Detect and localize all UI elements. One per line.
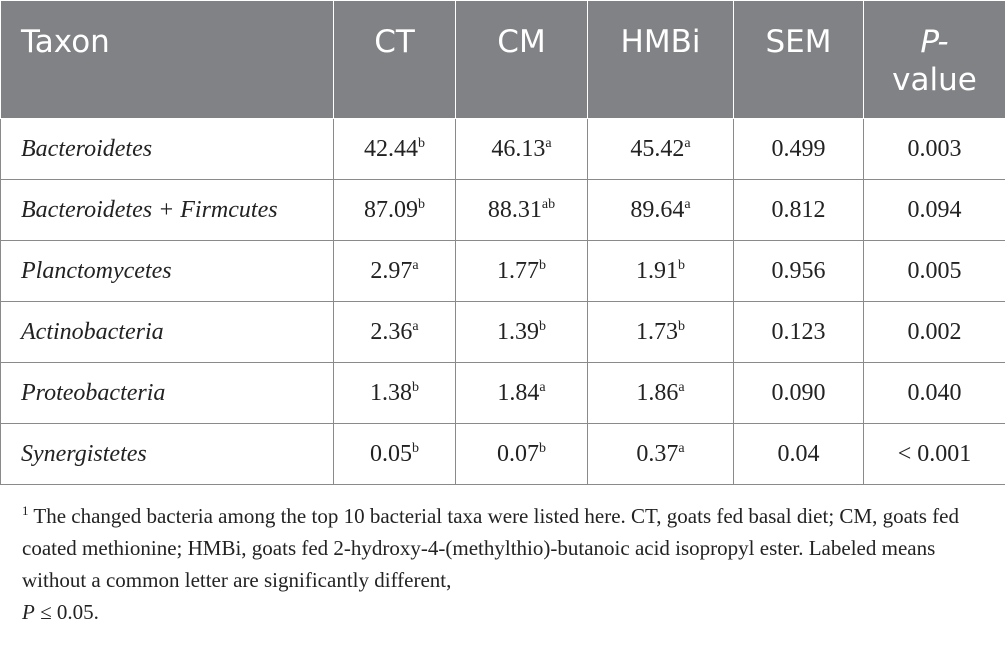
cm-letter: ab: [541, 196, 556, 212]
hmbi-value: 45.42: [630, 135, 685, 162]
ct-value: 42.44: [364, 135, 418, 162]
ct-letter: b: [412, 379, 419, 395]
ct-value: 2.97: [370, 257, 413, 284]
cm-value: 1.77: [497, 257, 539, 284]
ct-letter: a: [412, 257, 419, 273]
cell-cm: [456, 363, 588, 424]
taxon-name: Proteobacteria: [21, 379, 166, 406]
cell-ct: [334, 180, 456, 241]
cm-value: 1.84: [497, 379, 540, 406]
table-row: [1, 241, 1005, 302]
table-footnote: [22, 500, 997, 628]
cell-cm: [456, 302, 588, 363]
ct-value: 1.38: [370, 379, 412, 406]
cell-ct: [334, 363, 456, 424]
cell-p-value: 0.040: [864, 363, 1005, 424]
ct-letter: b: [418, 196, 425, 212]
cm-letter: b: [539, 257, 546, 273]
footnote-p-symbol: P: [22, 600, 35, 624]
taxon-name: Bacteroidetes + Firmcutes: [21, 196, 278, 223]
cm-letter: b: [539, 440, 546, 456]
hmbi-letter: b: [678, 318, 685, 334]
header-taxon: Taxon: [1, 1, 334, 119]
table-row: [1, 424, 1005, 485]
ct-letter: b: [412, 440, 419, 456]
hmbi-letter: b: [678, 257, 685, 273]
cell-taxon: [1, 241, 334, 302]
cell-p-value: 0.002: [864, 302, 1005, 363]
cell-ct: [334, 119, 456, 180]
header-cm: CM: [456, 1, 588, 119]
cell-ct: [334, 302, 456, 363]
cell-sem: 0.123: [734, 302, 864, 363]
ct-letter: b: [418, 135, 425, 151]
cell-ct: [334, 241, 456, 302]
table-row: [1, 363, 1005, 424]
cm-value: 1.39: [497, 318, 539, 345]
hmbi-value: 89.64: [630, 196, 685, 223]
hmbi-value: 0.37: [636, 440, 679, 467]
cell-hmbi: [588, 302, 734, 363]
hmbi-value: 1.91: [636, 257, 678, 284]
cm-letter: a: [539, 379, 546, 395]
table-row: [1, 119, 1005, 180]
cell-sem: 0.956: [734, 241, 864, 302]
cell-taxon: [1, 180, 334, 241]
table-row: [1, 302, 1005, 363]
ct-letter: a: [412, 318, 419, 334]
cell-hmbi: [588, 241, 734, 302]
header-hmbi: HMBi: [588, 1, 734, 119]
header-sem: SEM: [734, 1, 864, 119]
table-body: [1, 119, 1005, 485]
header-row: [1, 1, 1005, 119]
footnote-marker: 1: [22, 503, 29, 518]
ct-value: 87.09: [364, 196, 418, 223]
cell-sem: 0.499: [734, 119, 864, 180]
cell-hmbi: [588, 424, 734, 485]
header-p-line2: value: [892, 62, 977, 98]
table-header: [1, 1, 1005, 119]
cell-taxon: [1, 302, 334, 363]
cell-p-value: 0.003: [864, 119, 1005, 180]
hmbi-letter: a: [684, 196, 691, 212]
cell-cm: [456, 241, 588, 302]
hmbi-letter: a: [678, 440, 685, 456]
cell-hmbi: [588, 363, 734, 424]
hmbi-letter: a: [678, 379, 685, 395]
taxon-name: Planctomycetes: [21, 257, 172, 284]
cell-p-value: 0.005: [864, 241, 1005, 302]
cm-value: 0.07: [497, 440, 539, 467]
cm-letter: b: [539, 318, 546, 334]
footnote-text: The changed bacteria among the top 10 bacterial taxa were listed here. CT, goats fed basal diet; CM, goats fed coated methionine; HMBi, goats fed 2-hydroxy-4-(methylthio)-butanoic acid isopropyl ester. Labeled means without a common letter are significantly different,: [22, 504, 959, 592]
hmbi-letter: a: [684, 135, 691, 151]
header-p-value: [864, 1, 1005, 119]
cell-cm: [456, 424, 588, 485]
cell-taxon: [1, 119, 334, 180]
cell-sem: 0.812: [734, 180, 864, 241]
cell-sem: 0.04: [734, 424, 864, 485]
cell-ct: [334, 424, 456, 485]
cell-p-value: < 0.001: [864, 424, 1005, 485]
cm-value: 88.31: [487, 196, 542, 223]
taxon-name: Synergistetes: [21, 440, 147, 467]
footnote-p-condition: ≤ 0.05.: [34, 600, 99, 624]
cell-p-value: 0.094: [864, 180, 1005, 241]
cell-sem: 0.090: [734, 363, 864, 424]
header-p-line1: P-: [920, 24, 949, 60]
cell-cm: [456, 180, 588, 241]
hmbi-value: 1.86: [636, 379, 679, 406]
taxon-name: Bacteroidetes: [21, 135, 153, 162]
cell-cm: [456, 119, 588, 180]
cell-hmbi: [588, 119, 734, 180]
hmbi-value: 1.73: [636, 318, 678, 345]
cm-letter: a: [545, 135, 552, 151]
cell-taxon: [1, 424, 334, 485]
ct-value: 2.36: [370, 318, 413, 345]
header-ct: CT: [334, 1, 456, 119]
cell-taxon: [1, 363, 334, 424]
ct-value: 0.05: [370, 440, 412, 467]
table-row: [1, 180, 1005, 241]
taxon-name: Actinobacteria: [21, 318, 164, 345]
cm-value: 46.13: [491, 135, 546, 162]
cell-hmbi: [588, 180, 734, 241]
